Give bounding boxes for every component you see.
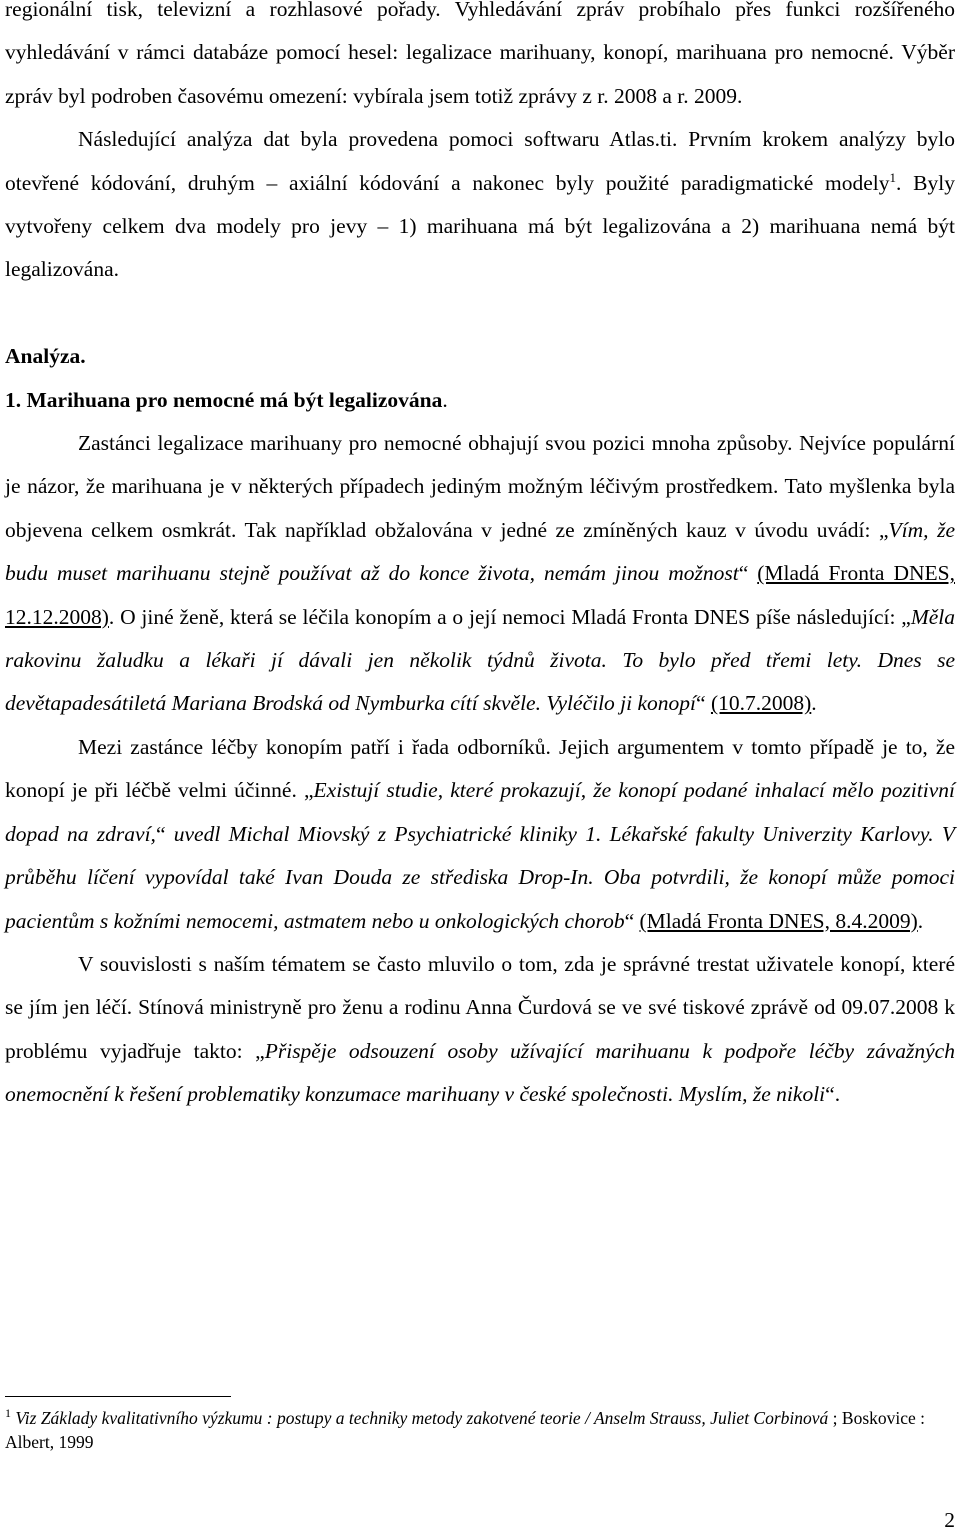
footnote-ref[interactable]: 1 [889,169,897,185]
document-page [5,0,955,1117]
experts-text-2: “ [155,821,174,846]
quote-minister: Přispěje odsouzení osoby užívající marihuanu k podpoře léčby závažných onemocnění k řešení problematiky konzumace marihuany v české společnosti. Myslím, že nikoli [5,1038,955,1107]
supporters-text-1: Zastánci legalizace marihuany pro nemocné obhajují svou pozici mnoha způsoby. Nejvíce populární je názor, že marihuana je v některých případech jediným možným léčivým prostředkem. Tato myšlenka byla objevena celkem osmkrát. Tak například obžalována v jedné ze zmíněných kauz v úvodu uvádí: „ [5,431,955,542]
punishment-text-2: “. [825,1082,841,1107]
supporters-paragraph [5,422,955,726]
footnote-divider [5,1396,231,1397]
experts-paragraph [5,726,955,943]
experts-text-1: Mezi zastánce léčby konopím patří i řada odborníků. Jejich argumentem v tomto případě je to, že konopí je při léčbě velmi účinné. „ [5,734,955,803]
punishment-paragraph [5,943,955,1117]
section-heading: Analýza. [5,344,86,369]
page-number: 2 [944,1508,955,1532]
source-citation[interactable]: (10.7.2008) [710,691,812,716]
supporters-text-4: “ [696,691,711,716]
method-paragraph [5,118,955,292]
source-citation[interactable]: (Mladá Fronta DNES, 12.12.2008) [5,561,955,629]
supporters-text-3: . O jiné ženě, která se léčila konopím a o její nemoci Mladá Fronta DNES píše následující: „ [108,604,911,629]
method-text-a: Následující analýza dat byla provedena pomoci softwaru Atlas.ti. Prvním krokem analýzy bylo otevřené kódování, druhým – axiální kódování a nakonec byly použité paradigmatické modely [5,127,955,195]
supporters-text-5: . [811,691,817,716]
intro-text: regionální tisk, televizní a rozhlasové pořady. Vyhledávání zpráv probíhalo přes funkci rozšířeného vyhledávání v rámci databáze pomocí hesel: legalizace marihuany, konopí, marihuana pro nemocné. Výběr zpráv byl podroben časovému omezení: vybírala jsem totiž zprávy z r. 2008 a r. 2009. [5,0,955,108]
quote-studies: Existují studie, které prokazují, že konopí podané inhalací mělo pozitivní dopad na zdraví, [5,778,955,846]
quote-experts: uvedl Michal Miovský z Psychiatrické kliniky 1. Lékařské fakulty Univerzity Karlovy. V průběhu líčení vypovídal také Ivan Douda ze střediska Drop-In. Oba potvrdili, že konopí může pomoci pacientům s kožními nemocemi, astmatem nebo u onkologických chorob [5,821,955,933]
footnote-publisher: ; Boskovice : Albert, 1999 [5,1408,926,1452]
experts-text-4: . [917,908,924,933]
punishment-text-1: V souvislosti s naším tématem se často mluvilo o tom, zda je správné trestat uživatele konopí, které se jím jen léčí. Stínová ministryně pro ženu a rodinu Anna Čurdová se ve své tiskové zprávě od 09.07.2008 k problému vyjadřuje takto: „ [5,951,955,1063]
experts-text-3: “ [624,908,640,933]
quote-patient: Měla rakovinu žaludku a lékaři jí dávali jen několik týdnů života. To bylo před třemi lety. Dnes se devětapadesátiletá Mariana Brodská od Nymburka cítí skvěle. Vyléčilo ji konopí [5,604,955,716]
method-text-b: . Byly vytvořeny celkem dva modely pro jevy – 1) marihuana má být legalizována a 2) marihuana nemá být legalizována. [5,170,955,282]
quote-defendant: Vím, že budu muset marihuanu stejně používat až do konce života, nemám jinou možnost [5,517,956,586]
subsection-heading [5,379,955,422]
footnote-number: 1 [5,1406,11,1421]
footnote [5,1406,955,1454]
subsection-heading-text: 1. Marihuana pro nemocné má být legalizována [5,387,443,412]
intro-paragraph [5,0,955,118]
footnote-title: Viz Základy kvalitativního výzkumu : postupy a techniky metody zakotvené teorie / Anselm Strauss, Juliet Corbinová [11,1408,829,1428]
spacer [5,292,955,335]
supporters-text-2: “ [738,561,758,586]
subsection-heading-end: . [442,387,448,412]
source-citation[interactable]: (Mladá Fronta DNES, 8.4.2009) [639,908,918,933]
